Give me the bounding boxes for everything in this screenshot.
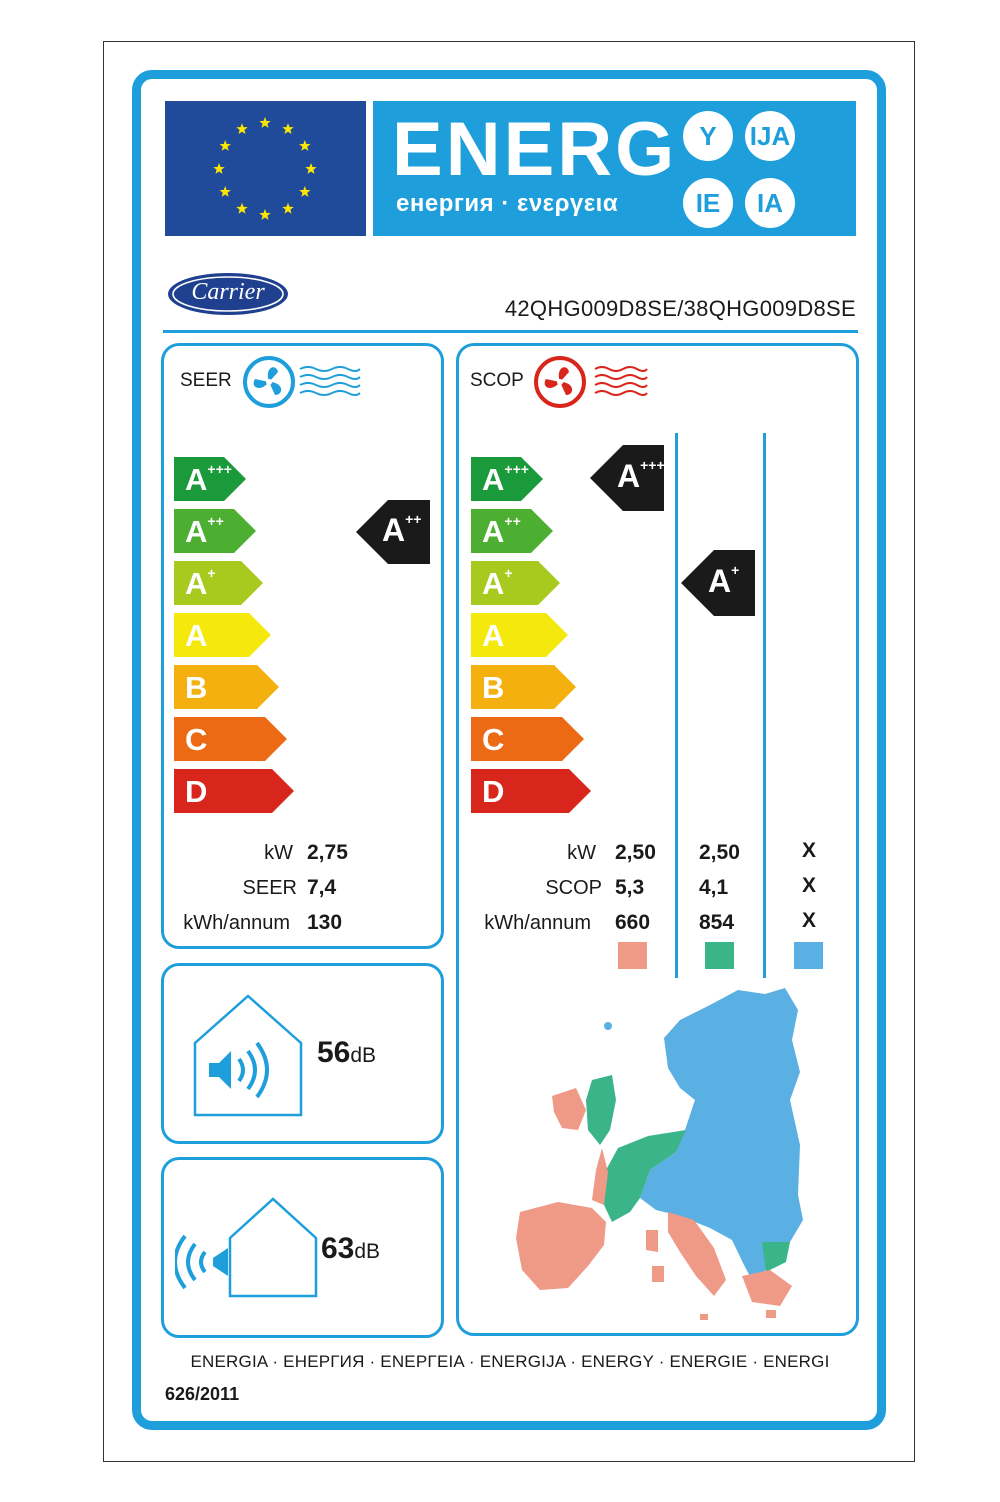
cooling-class-bar	[174, 769, 294, 813]
heating-kw-label: kW	[567, 842, 596, 864]
cooling-class-bar	[174, 717, 287, 761]
heating-rating-marker-average	[681, 550, 755, 616]
cooling-class-bar	[174, 457, 246, 501]
heating-rating-marker-warm	[590, 445, 664, 511]
outdoor-noise-unit: dB	[354, 1240, 381, 1263]
indoor-noise-unit: dB	[350, 1044, 377, 1067]
footer-languages: ENERGIA · ЕНЕРГИЯ · ΕΝΕΡΓΕΙΑ · ENERGIJA · ENERGY · ENERGIE · ENERGI	[190, 1352, 830, 1371]
cooling-kw-value: 2,75	[307, 841, 348, 864]
heating-average-scop: 4,1	[699, 876, 729, 899]
outdoor-noise-value: 63	[321, 1232, 355, 1265]
cooling-seer-value: 7,4	[307, 876, 337, 899]
eu-star-icon	[213, 163, 224, 174]
heating-class-label: A	[482, 618, 505, 653]
indoor-noise-value: 56	[317, 1036, 351, 1069]
eu-star-icon	[236, 123, 247, 134]
eu-star-icon	[220, 186, 231, 197]
lang-suffix-ija: IJA	[745, 111, 795, 161]
heating-class-label: B	[482, 670, 505, 705]
cooling-class-label: B	[185, 670, 208, 705]
cooling-class-bar	[174, 613, 271, 657]
heating-scop-label: SCOP	[545, 877, 602, 899]
heat-marker-2-label: A+	[708, 562, 740, 599]
indoor-noise-level	[317, 1036, 376, 1070]
eu-flag	[165, 101, 366, 236]
indoor-speaker-icon	[193, 993, 303, 1123]
europe-climate-map	[500, 980, 820, 1335]
heating-class-label: D	[482, 774, 505, 809]
heating-colder-kw: X	[802, 839, 817, 862]
lang-suffix-y: Y	[683, 111, 733, 161]
eu-star-icon	[259, 209, 270, 220]
zone-swatch-warm	[618, 942, 647, 969]
cooling-class-bar	[174, 665, 279, 709]
eu-star-icon	[282, 123, 293, 134]
heating-class-label: A+	[482, 565, 513, 601]
cooling-class-label: A+	[185, 565, 216, 601]
heating-class-bar	[471, 717, 584, 761]
cooling-class-label: A++	[185, 513, 224, 549]
heating-class-bar	[471, 613, 568, 657]
brand-logo-text: Carrier	[191, 279, 265, 305]
eu-star-icon	[236, 203, 247, 214]
eu-star-icon	[282, 203, 293, 214]
heating-kwh-label: kWh/annum	[484, 912, 591, 934]
heating-class-bar	[471, 509, 553, 553]
cooling-rating-marker	[356, 500, 430, 564]
cooling-class-label: A+++	[185, 461, 232, 497]
heating-warm-kwh: 660	[615, 911, 651, 934]
regulation-number: 626/2011	[165, 1384, 240, 1404]
heating-class-bar	[471, 665, 576, 709]
heating-average-kw: 2,50	[699, 841, 740, 864]
scop-label: SCOP	[470, 370, 524, 391]
eu-star-icon	[305, 163, 316, 174]
brand-logo	[166, 270, 290, 318]
zone-swatch-colder	[794, 942, 823, 969]
cool-marker-label: A++	[382, 511, 422, 548]
heating-class-label: C	[482, 722, 505, 757]
heating-class-bar	[471, 457, 543, 501]
heating-column-divider-1	[675, 433, 678, 978]
eu-star-icon	[299, 140, 310, 151]
outdoor-noise-level	[321, 1232, 380, 1266]
heating-class-label: A++	[482, 513, 521, 549]
cooling-class-label: D	[185, 774, 208, 809]
heating-class-label: A+++	[482, 461, 529, 497]
eu-star-icon	[259, 117, 270, 128]
heating-column-divider-2	[763, 433, 766, 978]
outdoor-speaker-icon	[175, 1196, 320, 1306]
energy-subtitle: енергия · ενεργεια	[396, 190, 619, 217]
heating-colder-scop: X	[802, 874, 817, 897]
lang-suffix-ie: IE	[683, 178, 733, 228]
seer-label: SEER	[180, 370, 232, 391]
cooling-kwh-value: 130	[307, 911, 343, 934]
heating-fan-icon	[533, 355, 658, 415]
model-number: 42QHG009D8SE/38QHG009D8SE	[504, 296, 856, 321]
cooling-seer-label: SEER	[242, 877, 297, 899]
cooling-class-label: C	[185, 722, 208, 757]
eu-stars-icon	[165, 101, 366, 236]
lang-suffix-ia: IA	[745, 178, 795, 228]
cooling-class-bar	[174, 561, 263, 605]
zone-swatch-average	[705, 942, 734, 969]
heating-class-bar	[471, 561, 560, 605]
eu-star-icon	[299, 186, 310, 197]
heating-warm-scop: 5,3	[615, 876, 645, 899]
cooling-class-label: A	[185, 618, 208, 653]
cooling-kw-label: kW	[264, 842, 293, 864]
cooling-kwh-label: kWh/annum	[183, 912, 290, 934]
heating-warm-kw: 2,50	[615, 841, 656, 864]
heating-average-kwh: 854	[699, 911, 735, 934]
heating-colder-kwh: X	[802, 909, 817, 932]
eu-star-icon	[220, 140, 231, 151]
header-divider	[163, 330, 858, 333]
heat-marker-1-label: A+++	[617, 457, 665, 494]
energy-title: ENERG	[392, 107, 678, 192]
heating-class-bar	[471, 769, 591, 813]
cooling-class-bar	[174, 509, 256, 553]
cooling-fan-icon	[242, 355, 367, 415]
